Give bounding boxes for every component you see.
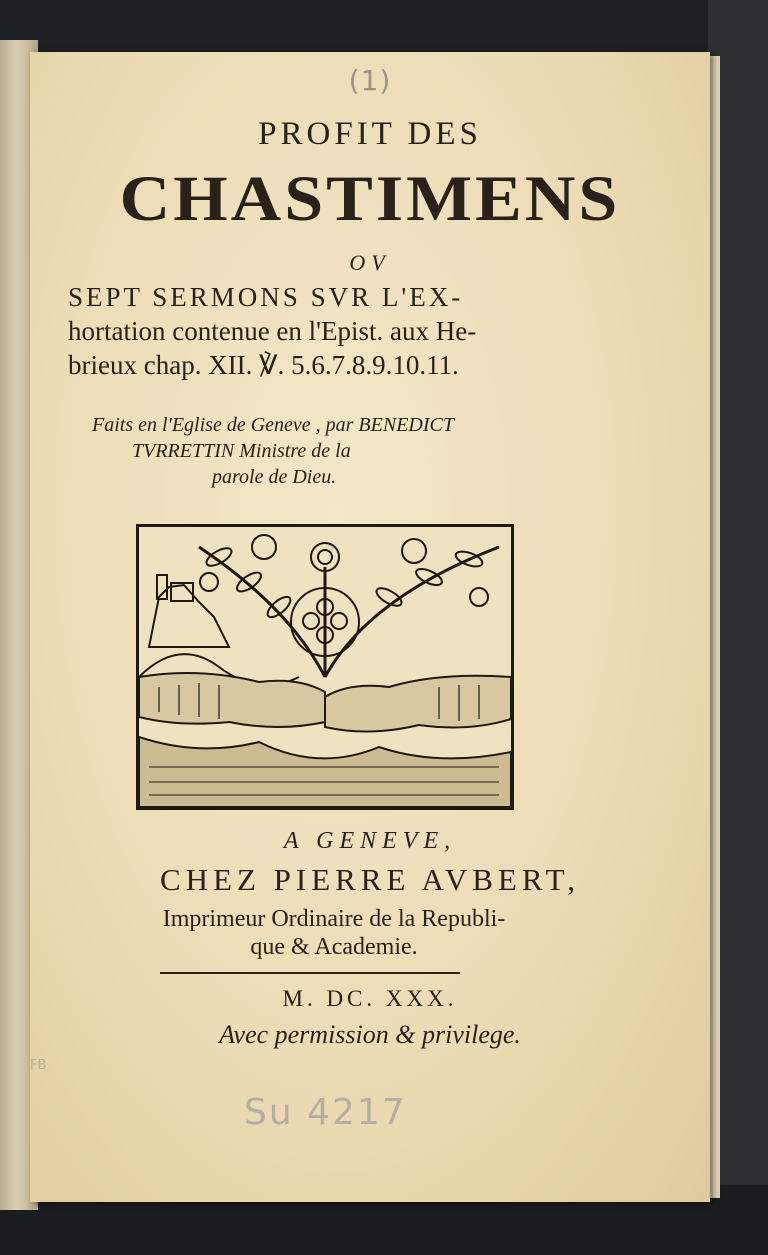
privilege-line: Avec permission & privilege. — [219, 1020, 521, 1049]
printer-name: CHEZ PIERRE AVBERT, — [159, 862, 581, 897]
subtitle-line: brieux chap. XII. ℣. 5.6.7.8.9.10.11. — [68, 350, 459, 380]
subtitle-block — [68, 280, 628, 382]
printer-title-line: que & Academie. — [250, 934, 418, 960]
subtitle-line: hortation contenue en l'Epist. aux He- — [68, 316, 477, 346]
faint-stamp: FB — [30, 1058, 47, 1073]
title-page — [30, 52, 710, 1202]
shelfmark-bottom: Su 4217 — [244, 1092, 407, 1133]
author-line: Faits en l'Eglise de Geneve , par BENEDICT — [92, 414, 454, 436]
title-line-2: CHASTIMENS — [119, 164, 621, 235]
printer-title-line: Imprimeur Ordinaire de la Republi- — [162, 906, 506, 932]
woodcut-illustration — [136, 524, 514, 810]
imprint-date: M. DC. XXX. — [282, 986, 458, 1011]
imprint-place: A GENEVE, — [283, 828, 457, 854]
author-block — [92, 412, 592, 490]
title-conjunction: OV — [349, 250, 391, 275]
author-line: parole de Dieu. — [212, 466, 337, 488]
shelfmark-top: (1) — [348, 64, 392, 97]
author-line: TVRRETTIN Ministre de la — [132, 440, 351, 462]
title-line-1: PROFIT DES — [258, 116, 482, 152]
background-top — [0, 0, 768, 60]
woodcut-clasped-hands-icon — [139, 527, 511, 807]
subtitle-line: SEPT SERMONS SVR L'EX- — [68, 282, 464, 312]
divider-rule — [160, 972, 460, 974]
printer-title-block — [124, 905, 544, 961]
